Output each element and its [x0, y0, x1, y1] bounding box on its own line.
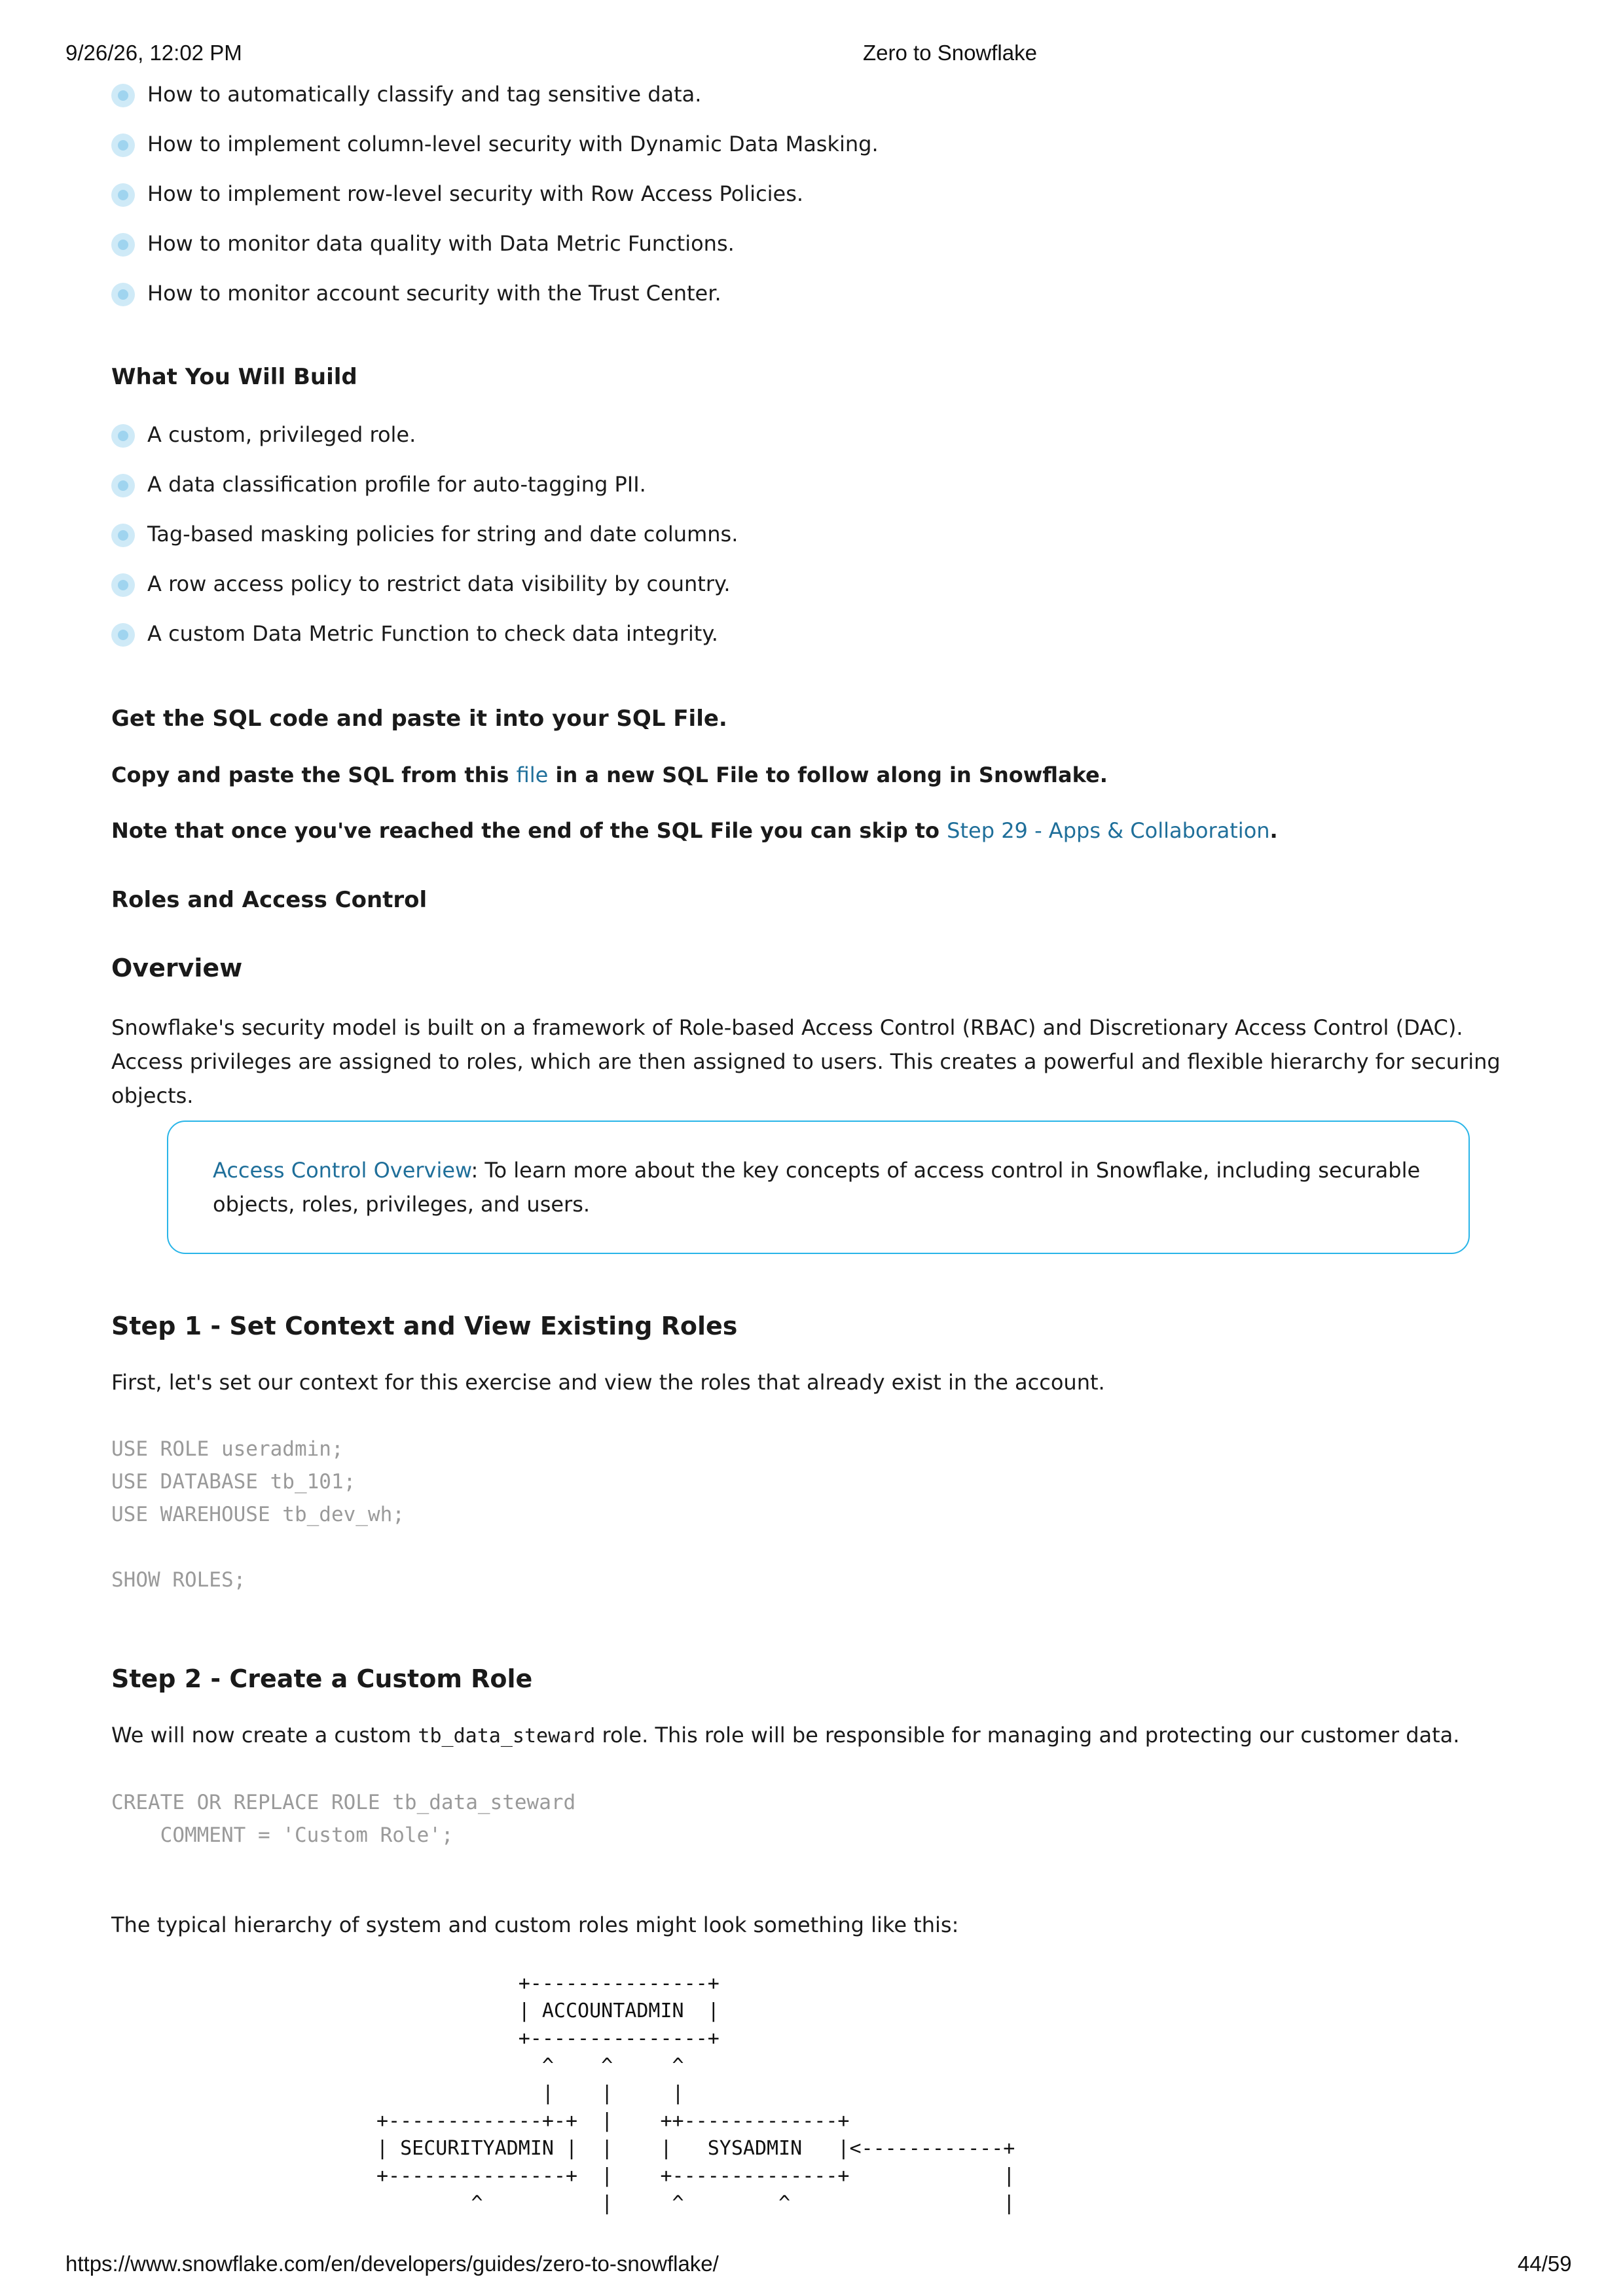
- build-list: [111, 420, 1525, 669]
- list-item: Tag-based masking policies for string and date columns.: [111, 520, 1525, 569]
- skip-note: Note that once you've reached the end of the SQL File you can skip to Step 29 - Apps & Collaboration.: [111, 818, 1278, 843]
- print-title: Zero to Snowflake: [863, 41, 1037, 65]
- inline-code: tb_data_steward: [418, 1725, 596, 1748]
- print-url: https://www.snowflake.com/en/developers/guides/zero-to-snowflake/: [65, 2251, 719, 2276]
- list-item: How to monitor data quality with Data Metric Functions.: [111, 229, 1525, 279]
- list-item: How to automatically classify and tag sensitive data.: [111, 80, 1525, 130]
- build-list-section: [111, 420, 1525, 669]
- sql-file-link[interactable]: file: [516, 762, 549, 787]
- step2-heading: Step 2 - Create a Custom Role: [111, 1664, 533, 1693]
- overview-heading: Overview: [111, 954, 243, 982]
- print-datetime: 9/26/26, 12:02 PM: [65, 41, 242, 65]
- list-item: How to implement row-level security with Row Access Policies.: [111, 179, 1525, 229]
- roles-heading: Roles and Access Control: [111, 887, 428, 913]
- list-item: A custom, privileged role.: [111, 420, 1525, 470]
- page-number: 44/59: [1518, 2251, 1572, 2276]
- bullet-icon: [111, 84, 135, 107]
- bullet-icon: [111, 183, 135, 207]
- bullet-icon: [111, 623, 135, 647]
- role-hierarchy-diagram: +---------------+ | ACCOUNTADMIN | +---------------+ ^ ^ ^ | | | +-------------+-+ | ++-------------+ | SECURITYADMIN | | | SYSADMIN |<------------+ +---------------+ | +--------------+ | ^ | ^ ^ |: [376, 1972, 1015, 2215]
- bullet-icon: [111, 424, 135, 448]
- access-control-overview-link[interactable]: Access Control Overview: [213, 1158, 471, 1183]
- bullet-icon: [111, 524, 135, 547]
- bullet-icon: [111, 573, 135, 597]
- learn-list: [111, 80, 1525, 329]
- step1-paragraph: First, let's set our context for this exercise and view the roles that already exist in the account.: [111, 1370, 1105, 1395]
- sql-heading: Get the SQL code and paste it into your SQL File.: [111, 706, 727, 732]
- info-callout: Access Control Overview: To learn more about the key concepts of access control in Snowflake, including securable objects, roles, privileges, and users.: [167, 1121, 1470, 1254]
- list-item: How to implement column-level security with Dynamic Data Masking.: [111, 130, 1525, 179]
- overview-paragraph: Snowflake's security model is built on a framework of Role-based Access Control (RBAC) and Discretionary Access Control (DAC). Access privileges are assigned to roles, which are then assigned to users. This creates a powerful and flexible hierarchy for securing objects.: [111, 1015, 1501, 1108]
- bullet-icon: [111, 134, 135, 157]
- step1-heading: Step 1 - Set Context and View Existing Roles: [111, 1312, 738, 1340]
- bullet-icon: [111, 474, 135, 497]
- list-item: A custom Data Metric Function to check data integrity.: [111, 619, 1525, 669]
- build-heading: What You Will Build: [111, 364, 357, 390]
- list-item: How to monitor account security with the Trust Center.: [111, 279, 1525, 329]
- step2-paragraph: We will now create a custom tb_data_steward role. This role will be responsible for managing and protecting our customer data.: [111, 1723, 1460, 1748]
- bullet-icon: [111, 283, 135, 306]
- bullet-icon: [111, 233, 135, 257]
- hierarchy-intro: The typical hierarchy of system and custom roles might look something like this:: [111, 1912, 959, 1937]
- step29-link[interactable]: Step 29 - Apps & Collaboration: [947, 818, 1270, 843]
- step1-code-block[interactable]: USE ROLE useradmin; USE DATABASE tb_101; USE WAREHOUSE tb_dev_wh; SHOW ROLES;: [111, 1437, 405, 1592]
- list-item: A data classification profile for auto-tagging PII.: [111, 470, 1525, 520]
- copy-instruction: Copy and paste the SQL from this file in a new SQL File to follow along in Snowflake.: [111, 762, 1108, 787]
- list-item: A row access policy to restrict data visibility by country.: [111, 569, 1525, 619]
- learn-list-section: [111, 80, 1525, 329]
- step2-code-block[interactable]: CREATE OR REPLACE ROLE tb_data_steward COMMENT = 'Custom Role';: [111, 1791, 576, 1847]
